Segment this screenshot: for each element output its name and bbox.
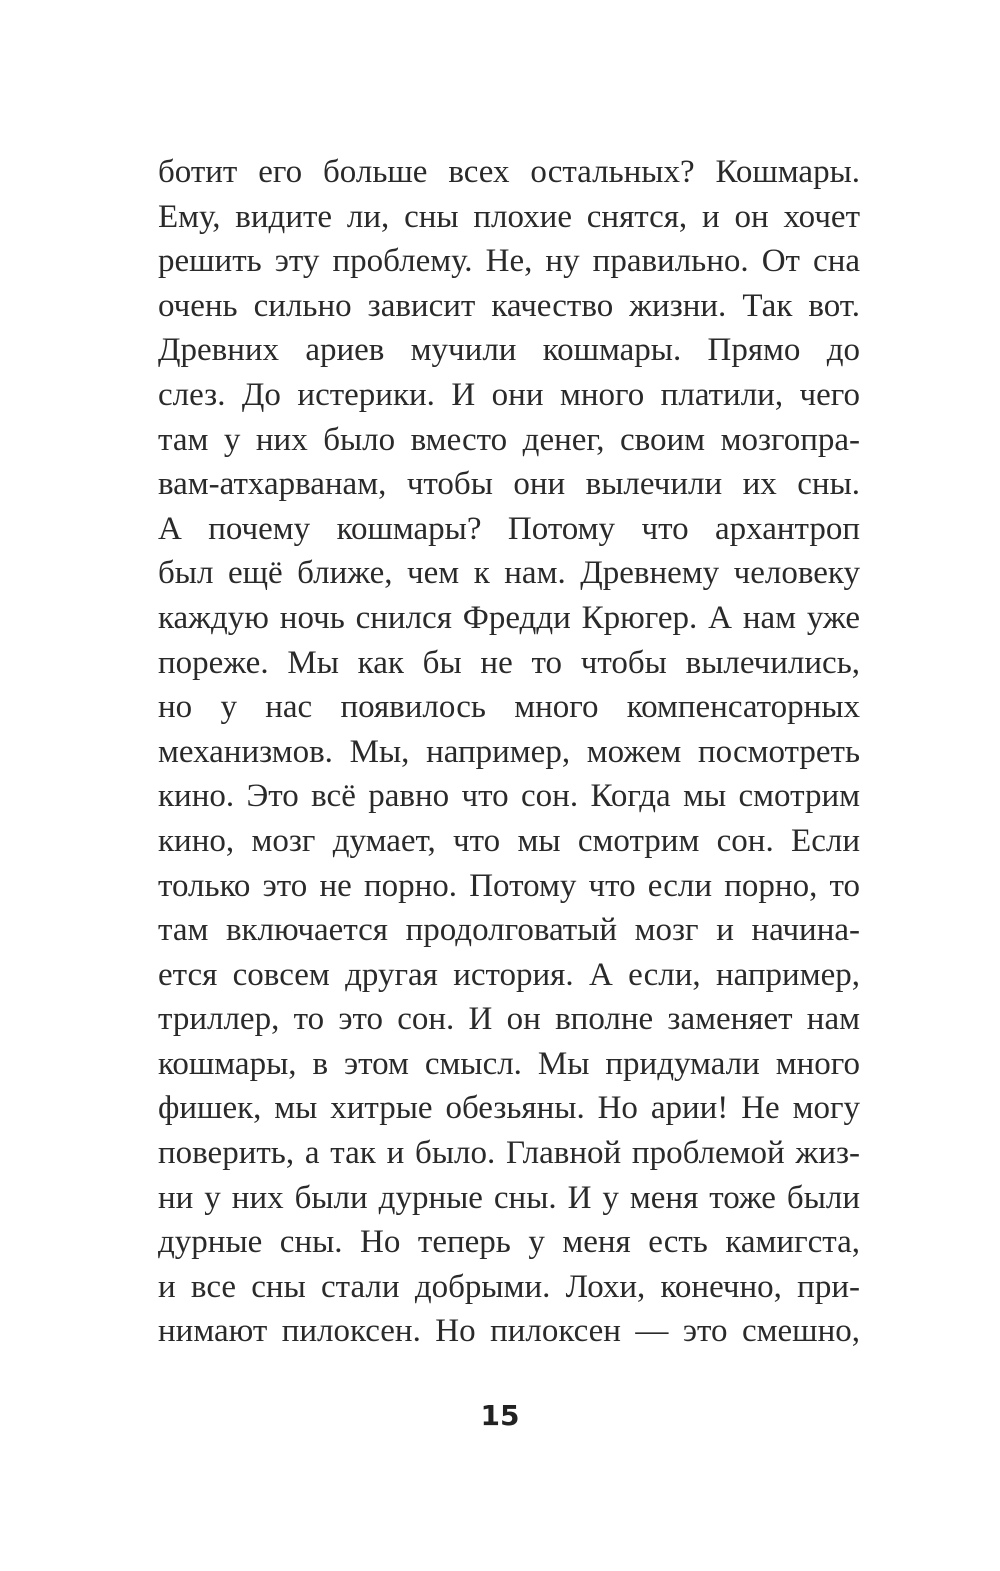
text-line: дурные сны. Но теперь у меня есть камигста, [158, 1224, 860, 1261]
text-line: только это не порно. Потому что если порно, то [158, 867, 860, 904]
text-line: Ему, видите ли, сны плохие снятся, и он хочет [158, 198, 860, 235]
text-line: кино. Это всё равно что сон. Когда мы смотрим [158, 778, 860, 815]
text-line: но у нас появилось много компенсаторных [158, 689, 860, 726]
text-line: очень сильно зависит качество жизни. Так вот. [158, 287, 860, 324]
text-line: пореже. Мы как бы не то чтобы вылечились, [158, 644, 860, 681]
body-text [158, 150, 860, 1354]
text-line: вам-атхарванам, чтобы они вылечили их сны. [158, 466, 860, 503]
text-line: был ещё ближе, чем к нам. Древнему человеку [158, 555, 860, 592]
text-line: Древних ариев мучили кошмары. Прямо до [158, 332, 860, 369]
text-line: и все сны стали добрыми. Лохи, конечно, при- [158, 1268, 860, 1305]
text-line: ни у них были дурные сны. И у меня тоже были [158, 1179, 860, 1216]
text-line: там у них было вместо денег, своим мозгопра- [158, 421, 860, 458]
text-line: А почему кошмары? Потому что архантроп [158, 510, 860, 547]
text-line: поверить, а так и было. Главной проблемой жиз- [158, 1135, 860, 1172]
text-line: кошмары, в этом смысл. Мы придумали много [158, 1045, 860, 1082]
text-line: фишек, мы хитрые обезьяны. Но арии! Не могу [158, 1090, 860, 1127]
text-line: механизмов. Мы, например, можем посмотреть [158, 733, 860, 770]
text-line: ботит его больше всех остальных? Кошмары. [158, 154, 860, 190]
text-line: триллер, то это сон. И он вполне заменяет нам [158, 1001, 860, 1038]
text-line: нимают пилоксен. Но пилоксен — это смешно, [158, 1313, 860, 1350]
page-number: 15 [480, 1399, 520, 1432]
text-line: ется совсем другая история. А если, например, [158, 956, 860, 993]
text-line: каждую ночь снился Фредди Крюгер. А нам уже [158, 599, 860, 636]
text-line: слез. До истерики. И они много платили, чего [158, 376, 860, 413]
text-line: кино, мозг думает, что мы смотрим сон. Если [158, 822, 860, 859]
text-line: там включается продолговатый мозг и начина- [158, 912, 860, 949]
text-line: решить эту проблему. Не, ну правильно. От сна [158, 243, 860, 280]
